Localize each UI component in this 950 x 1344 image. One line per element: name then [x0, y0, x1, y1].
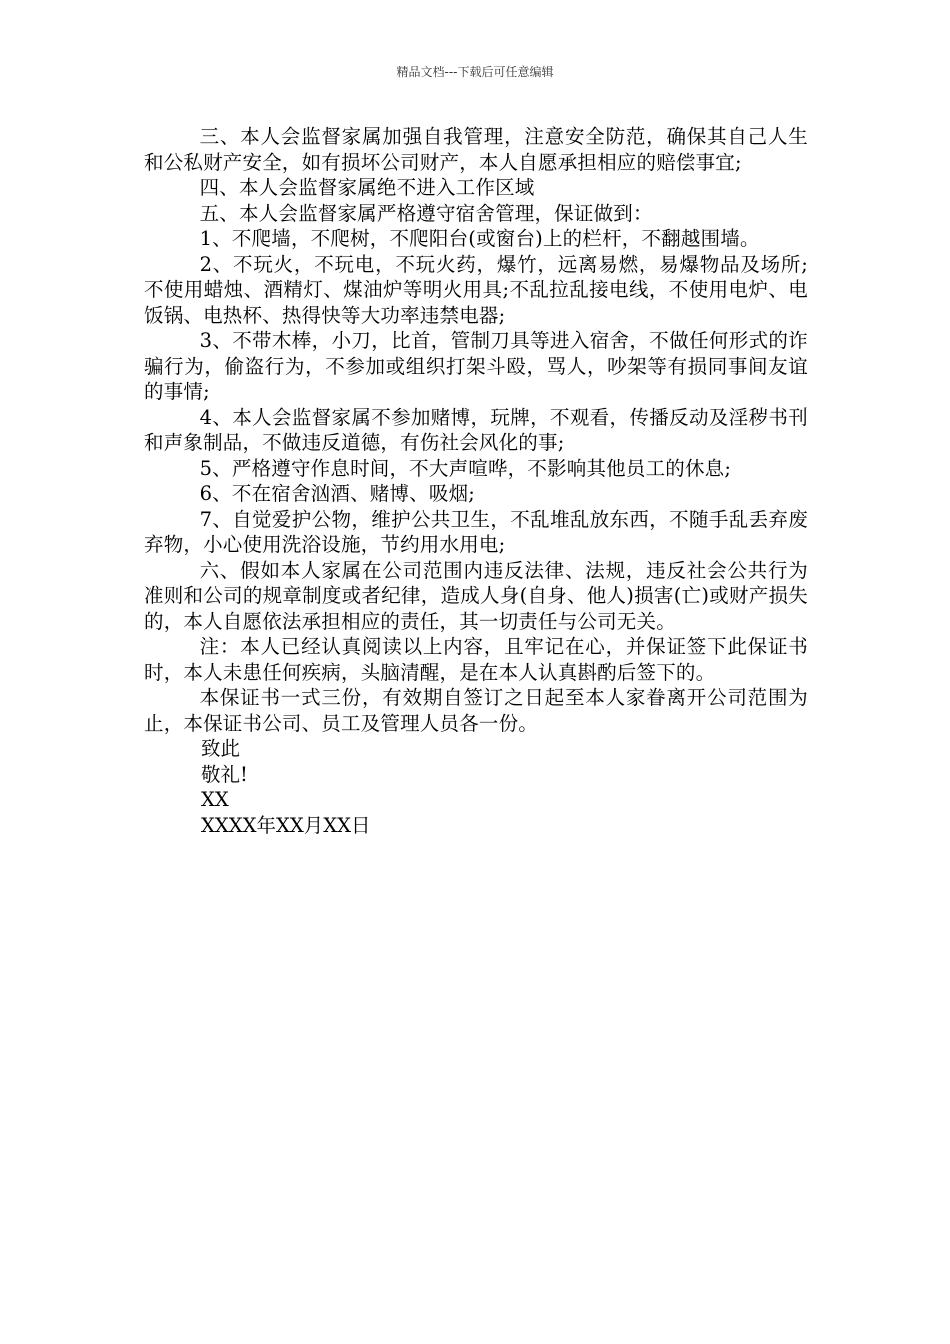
paragraph-item-2: 2、不玩火，不玩电，不玩火药，爆竹，远离易燃，易爆物品及场所;不使用蜡烛、酒精灯、煤油炉等明火用具;不乱拉乱接电线，不使用电炉、电饭锅、电热杯、热得快等大功率违禁电器;: [144, 252, 808, 327]
paragraph-item-6: 6、不在宿舍汹酒、赌博、吸烟;: [199, 482, 476, 505]
paragraph-clause-6: 六、假如本人家属在公司范围内违反法律、法规，违反社会公共行为准则和公司的规章制度或者纪律，造成人身(自身、他人)损害(亡)或财产损失的，本人自愿依法承担相应的责任，其一切责任与公司无关。: [144, 558, 808, 633]
paragraph-clause-4: 四、本人会监督家属绝不进入工作区域: [199, 176, 535, 199]
paragraph-copies: 本保证书一式三份，有效期自签订之日起至本人家眷离开公司范围为止，本保证书公司、员工及管理人员各一份。: [144, 686, 808, 735]
closing-salutation: 致此: [201, 737, 241, 760]
paragraph-item-7: 7、自觉爱护公物，维护公共卫生，不乱堆乱放东西，不随手乱丢弃废弃物，小心使用洗浴设施，节约用水用电;: [144, 507, 808, 556]
paragraph-item-1: 1、不爬墙，不爬树，不爬阳台(或窗台)上的栏杆，不翻越围墙。: [199, 227, 760, 250]
page-header: 精品文档---下载后可任意编辑: [396, 65, 554, 79]
paragraph-item-4: 4、本人会监督家属不参加赌博，玩牌，不观看，传播反动及淫秽书刊和声象制品，不做违反道德，有伤社会风化的事;: [144, 405, 808, 454]
closing-regards: 敬礼!: [201, 762, 248, 786]
paragraph-item-3: 3、不带木棒，小刀，比首，管制刀具等进入宿舍，不做任何形式的诈骗行为，偷盗行为，不参加或组织打架斗殴，骂人，吵架等有损同事间友谊的事情;: [144, 329, 808, 403]
document-body: [144, 124, 808, 838]
paragraph-note: 注：本人已经认真阅读以上内容，且牢记在心，并保证签下此保证书时，本人未患任何疾病，头脑清醒，是在本人认真斟酌后签下的。: [144, 635, 808, 684]
signature-name: XX: [201, 788, 229, 811]
paragraph-clause-3: 三、本人会监督家属加强自我管理，注意安全防范，确保其自己人生和公私财产安全，如有损坏公司财产，本人自愿承担相应的赔偿事宜;: [144, 125, 808, 174]
signature-date: XXXX年XX月XX日: [201, 813, 371, 837]
paragraph-clause-5: 五、本人会监督家属严格遵守宿舍管理，保证做到：: [199, 201, 653, 225]
paragraph-item-5: 5、严格遵守作息时间，不大声喧哗，不影响其他员工的休息;: [199, 456, 732, 480]
